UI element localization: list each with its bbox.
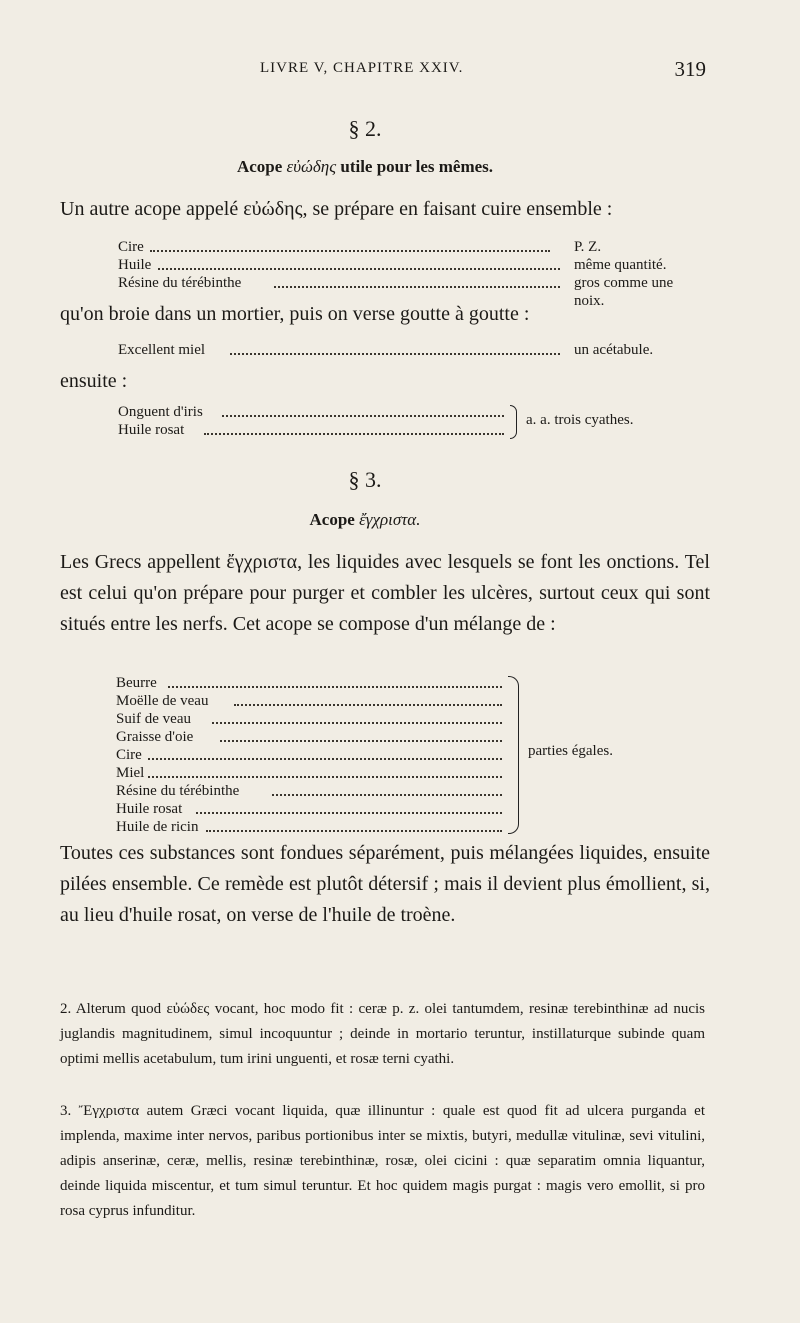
ingredient-row: [116, 818, 676, 836]
dot-leader: [274, 274, 560, 288]
section-2-title-prefix: Acope: [236, 157, 283, 176]
dot-leader: [230, 341, 560, 355]
section-2-title-suffix: utile pour les mêmes.: [340, 157, 494, 176]
ingredient-name: Huile: [118, 257, 152, 273]
section-2-final-recipe: [118, 403, 688, 439]
ingredient-name: Graisse d'oie: [116, 729, 194, 745]
ingredient-name: Huile rosat: [118, 422, 185, 438]
ingredient-quantity: même quantité.: [574, 257, 667, 273]
brace: [508, 676, 519, 834]
dot-leader: [220, 728, 502, 742]
section-2-intro: Un autre acope appelé εὐώδης, se prépare en faisant cuire ensemble :: [60, 198, 613, 220]
dot-leader: [204, 421, 504, 435]
ingredient-quantity: gros comme une noix.: [574, 275, 674, 309]
section-3-title-prefix: Acope: [309, 510, 355, 529]
dot-leader: [150, 238, 550, 252]
dot-leader: [212, 710, 502, 724]
ingredient-row: [116, 710, 676, 728]
dot-leader: [148, 746, 502, 760]
ingredient-row: [118, 256, 688, 274]
running-head: [60, 57, 710, 84]
dot-leader: [272, 782, 502, 796]
ingredient-quantity: P. Z.: [574, 239, 602, 255]
ingredient-row: [118, 341, 688, 359]
footnote-3: 3. Ἔγχριστα autem Græci vocant liquida, quæ illinuntur : quale est quod fit ad ulcera purganda et implenda, maxime inter nervos, paribus portionibus inter se mixtis, butyri, medullæ vitulinæ, sevi vitulini, adipis anserinæ, ceræ, mellis, resinæ terebinthinæ, rosæ, olei cicini : quæ separatim omnia liquantur, deinde liquida miscentur, et tum simul teruntur. Et hoc quidem magis purgat : magis vero emollit, si pro rosa cyprus infunditur.: [60, 1103, 705, 1219]
brace-quantity: a. a. trois cyathes.: [526, 412, 634, 428]
footnote-2: 2. Alterum quod εὐώδες vocant, hoc modo fit : ceræ p. z. olei tantumdem, resinæ terebinthinæ ad nucis juglandis magnitudinem, simul incoquuntur ; deinde in mortario teruntur, instillaturque subinde quam optimi mellis acetabulum, tum irini unguenti, et rosæ terni cyathi.: [60, 1001, 705, 1067]
ingredient-name: Excellent miel: [118, 342, 206, 358]
dot-leader: [222, 403, 504, 417]
dot-leader: [206, 818, 502, 832]
section-2-title: [60, 157, 670, 177]
ingredient-name: Beurre: [116, 675, 157, 691]
dot-leader: [148, 764, 502, 778]
section-2-honey: [118, 341, 688, 359]
section-3-closing: Toutes ces substances sont fondues séparément, puis mélangées liquides, ensuite pilées ensemble. Ce remède est plutôt détersif ; mais il devient plus émollient, si, au lieu d'huile rosat, on verse de l'huile de troène.: [60, 842, 710, 926]
dot-leader: [158, 256, 560, 270]
section-2-then-label: ensuite :: [60, 370, 128, 392]
ingredient-name: Cire: [116, 747, 142, 763]
ingredient-name: Huile rosat: [116, 801, 183, 817]
page-number: 319: [674, 57, 706, 81]
dot-leader: [168, 674, 502, 688]
dot-leader: [196, 800, 502, 814]
ingredient-quantity: un acétabule.: [574, 342, 654, 358]
ingredient-row: [118, 274, 688, 309]
ingredient-name: Résine du térébinthe: [118, 275, 242, 291]
section-3-recipe: [116, 674, 676, 836]
running-title: LIVRE V, CHAPITRE XXIV.: [260, 60, 464, 76]
ingredient-name: Résine du térébinthe: [116, 783, 240, 799]
ingredient-name: Suif de veau: [116, 711, 191, 727]
section-2-recipe: [118, 238, 688, 309]
brace: [510, 405, 517, 439]
section-3-paragraph: Les Grecs appellent ἔγχριστα, les liquides avec lesquels se font les onctions. Tel est celui qu'on prépare pour purger et combler les ulcères, surtout ceux qui sont situés entre les nerfs. Cet acope se compose d'un mélange de :: [60, 551, 710, 635]
section-3-mark: § 3.: [348, 467, 382, 492]
ingredient-row: [116, 764, 676, 782]
section-3-title: [60, 510, 670, 530]
ingredient-name: Huile de ricin: [116, 819, 199, 835]
section-2-mark: § 2.: [348, 116, 382, 141]
ingredient-name: Miel: [116, 765, 145, 781]
ingredient-name: Cire: [118, 239, 144, 255]
ingredient-name: Moëlle de veau: [116, 693, 209, 709]
ingredient-row: [118, 238, 688, 256]
ingredient-row: [116, 674, 676, 692]
ingredient-name: Onguent d'iris: [118, 404, 203, 420]
ingredient-row: [116, 692, 676, 710]
ingredient-row: [116, 782, 676, 800]
section-2-mid-text: qu'on broie dans un mortier, puis on verse goutte à goutte :: [60, 303, 530, 325]
section-3-title-greek: ἔγχριστα.: [359, 510, 421, 529]
dot-leader: [234, 692, 502, 706]
brace-quantity: parties égales.: [528, 743, 613, 759]
section-2-title-greek: εὐώδης: [286, 157, 337, 176]
ingredient-row: [116, 800, 676, 818]
